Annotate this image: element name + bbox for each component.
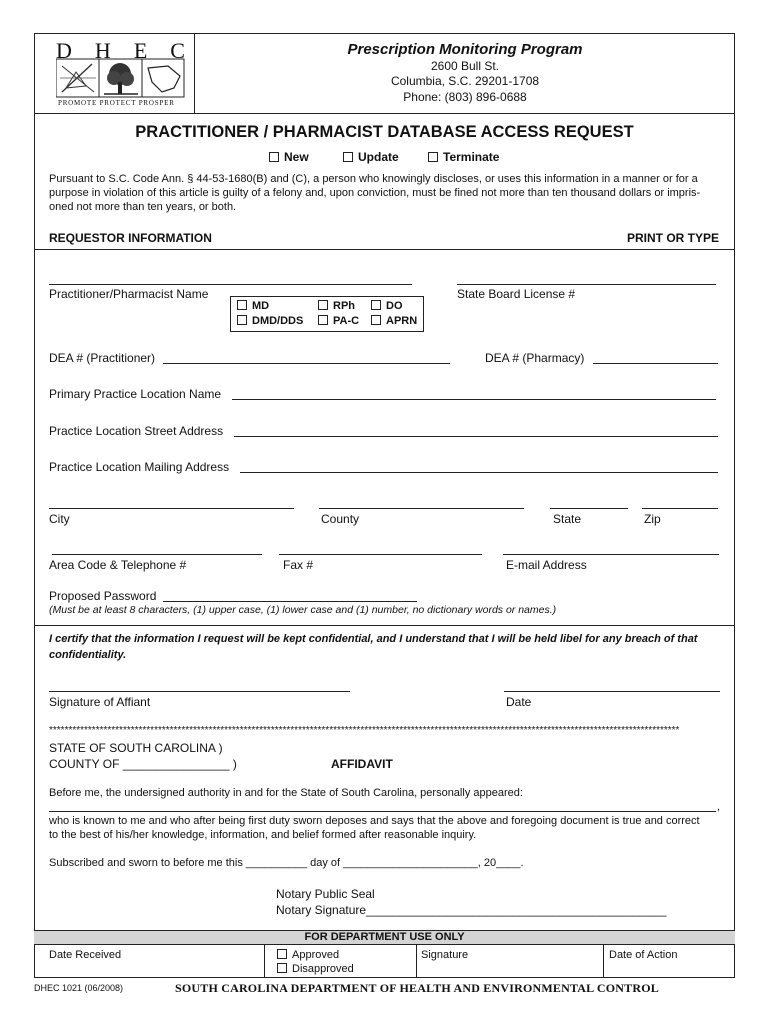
form-number: DHEC 1021 (06/2008) bbox=[34, 983, 124, 993]
section-print-or-type: PRINT OR TYPE bbox=[626, 231, 719, 245]
address-line-2: Columbia, S.C. 29201-1708 bbox=[390, 74, 540, 88]
dept-divider-3 bbox=[603, 945, 604, 978]
program-title: Prescription Monitoring Program bbox=[347, 41, 583, 58]
license-field[interactable] bbox=[457, 284, 716, 285]
approved-option[interactable] bbox=[277, 949, 339, 961]
mailing-address-label: Practice Location Mailing Address bbox=[49, 460, 230, 474]
city-label: City bbox=[49, 512, 70, 526]
terminate-label: Terminate bbox=[443, 150, 500, 164]
disapproved-label: Disapproved bbox=[292, 963, 354, 975]
zip-field[interactable] bbox=[642, 508, 718, 509]
logo-letter-d: D bbox=[56, 38, 73, 63]
subscribed-line: Subscribed and sworn to before me this __________ day of ______________________, 20____. bbox=[49, 857, 524, 869]
header-bottom-rule bbox=[34, 113, 735, 114]
state-field[interactable] bbox=[550, 508, 628, 509]
before-me-text: Before me, the undersigned authority in and for the State of South Carolina, personally appeared: bbox=[49, 787, 523, 799]
do-checkbox[interactable] bbox=[371, 300, 381, 310]
pa-c-checkbox[interactable] bbox=[318, 315, 328, 325]
aprn-label: APRN bbox=[386, 315, 418, 327]
section-rule bbox=[34, 249, 735, 250]
license-label: State Board License # bbox=[457, 287, 576, 301]
primary-location-label: Primary Practice Location Name bbox=[49, 387, 222, 401]
affiant-date-label: Date bbox=[506, 695, 532, 709]
logo-motto: PROMOTE PROTECT PROSPER bbox=[58, 99, 175, 107]
approved-label: Approved bbox=[292, 949, 340, 961]
county-label: County bbox=[321, 512, 360, 526]
do-label: DO bbox=[386, 300, 403, 312]
credential-dmd-dds[interactable] bbox=[237, 315, 303, 327]
form-title: PRACTITIONER / PHARMACIST DATABASE ACCESS REQUEST bbox=[135, 123, 634, 141]
affiant-signature-label: Signature of Affiant bbox=[49, 695, 151, 709]
address-line-1: 2600 Bull St. bbox=[430, 59, 500, 73]
legal-notice-line-3: oned not more than ten years, or both. bbox=[49, 201, 237, 213]
dmd-dds-checkbox[interactable] bbox=[237, 315, 247, 325]
pa-c-label: PA-C bbox=[333, 315, 360, 327]
date-received-label: Date Received bbox=[49, 949, 122, 961]
disapproved-checkbox[interactable] bbox=[277, 963, 287, 973]
mailing-address-field[interactable] bbox=[240, 472, 718, 473]
name-field[interactable] bbox=[49, 284, 412, 285]
primary-location-field[interactable] bbox=[232, 399, 716, 400]
request-type-terminate[interactable] bbox=[428, 150, 499, 164]
separator-stars: ****************************************************************************************************************************************************************** bbox=[49, 725, 680, 736]
email-field[interactable] bbox=[503, 554, 719, 555]
phone-number: Phone: (803) 896-0688 bbox=[403, 90, 527, 104]
logo-emblem-icon bbox=[56, 58, 186, 98]
credential-aprn[interactable] bbox=[371, 315, 417, 327]
fax-label: Fax # bbox=[283, 558, 314, 572]
update-checkbox[interactable] bbox=[343, 152, 353, 162]
date-of-action-label: Date of Action bbox=[609, 949, 678, 961]
state-of-south-carolina: STATE OF SOUTH CAROLINA ) bbox=[49, 741, 223, 755]
street-address-label: Practice Location Street Address bbox=[49, 424, 224, 438]
rph-label: RPh bbox=[333, 300, 355, 312]
appeared-comma: , bbox=[717, 801, 721, 813]
certification-line-2: confidentiality. bbox=[49, 649, 127, 661]
md-label: MD bbox=[252, 300, 270, 312]
new-checkbox[interactable] bbox=[269, 152, 279, 162]
county-field[interactable] bbox=[319, 508, 524, 509]
md-checkbox[interactable] bbox=[237, 300, 247, 310]
telephone-field[interactable] bbox=[52, 554, 262, 555]
affidavit-heading: AFFIDAVIT bbox=[331, 757, 393, 771]
county-of: COUNTY OF ________________ ) bbox=[49, 757, 237, 771]
sworn-line-2: to the best of his/her knowledge, information, and belief formed after reasonable inquiry. bbox=[49, 829, 477, 841]
request-type-new[interactable] bbox=[269, 150, 309, 164]
certification-top-rule bbox=[34, 625, 735, 626]
telephone-label: Area Code & Telephone # bbox=[49, 558, 187, 572]
dea-pharmacy-label: DEA # (Pharmacy) bbox=[485, 351, 585, 365]
request-type-update[interactable] bbox=[343, 150, 399, 164]
zip-label: Zip bbox=[644, 512, 661, 526]
legal-notice-line-1: Pursuant to S.C. Code Ann. § 44-53-1680(B) and (C), a person who knowingly discloses, or uses this information in a manner or for a bbox=[49, 173, 698, 185]
email-label: E-mail Address bbox=[506, 558, 587, 572]
approved-checkbox[interactable] bbox=[277, 949, 287, 959]
credential-rph[interactable] bbox=[318, 300, 355, 312]
terminate-checkbox[interactable] bbox=[428, 152, 438, 162]
logo-letter-c: C bbox=[170, 38, 186, 63]
city-field[interactable] bbox=[49, 508, 294, 509]
department-heading: FOR DEPARTMENT USE ONLY bbox=[304, 931, 465, 943]
dhec-logo bbox=[50, 38, 190, 108]
aprn-checkbox[interactable] bbox=[371, 315, 381, 325]
name-label: Practitioner/Pharmacist Name bbox=[49, 287, 209, 301]
legal-notice-line-2: purpose in violation of this article is guilty of a felony and, upon conviction, must be fined not more than ten thousand dollars or impris- bbox=[49, 187, 701, 199]
credential-pa-c[interactable] bbox=[318, 315, 359, 327]
dept-divider-1 bbox=[264, 945, 265, 978]
credential-md[interactable] bbox=[237, 300, 269, 312]
affiant-date-field[interactable] bbox=[504, 691, 720, 692]
dea-pharmacy-field[interactable] bbox=[593, 363, 718, 364]
password-hint: (Must be at least 8 characters, (1) upper case, (1) lower case and (1) number, no dictionary words or names.) bbox=[49, 604, 557, 616]
sworn-line-1: who is known to me and who after being first duty sworn deposes and says that the above and foregoing document is true and correct bbox=[49, 815, 700, 827]
street-address-field[interactable] bbox=[234, 436, 718, 437]
notary-seal-label: Notary Public Seal bbox=[276, 887, 375, 901]
update-label: Update bbox=[358, 150, 399, 164]
password-field[interactable] bbox=[163, 601, 417, 602]
header-divider bbox=[194, 34, 195, 113]
dea-practitioner-label: DEA # (Practitioner) bbox=[49, 351, 156, 365]
logo-letter-h: H bbox=[94, 38, 112, 63]
state-label: State bbox=[553, 512, 582, 526]
password-label: Proposed Password bbox=[49, 589, 157, 603]
department-name: SOUTH CAROLINA DEPARTMENT OF HEALTH AND ENVIRONMENTAL CONTROL bbox=[175, 981, 659, 995]
affiant-signature-field[interactable] bbox=[49, 691, 350, 692]
dea-practitioner-field[interactable] bbox=[163, 363, 450, 364]
appeared-name-field[interactable] bbox=[49, 811, 716, 812]
section-requestor-information: REQUESTOR INFORMATION bbox=[49, 231, 212, 245]
credential-do[interactable] bbox=[371, 300, 403, 312]
rph-checkbox[interactable] bbox=[318, 300, 328, 310]
logo-letter-e: E bbox=[133, 38, 149, 63]
dmd-dds-label: DMD/DDS bbox=[252, 315, 304, 327]
new-label: New bbox=[284, 150, 309, 164]
dept-divider-2 bbox=[416, 945, 417, 978]
fax-field[interactable] bbox=[279, 554, 482, 555]
disapproved-option[interactable] bbox=[277, 963, 354, 975]
dept-signature-label: Signature bbox=[421, 949, 469, 961]
certification-line-1: I certify that the information I request will be kept confidential, and I understand that I will be held libel for any breach of that bbox=[49, 633, 698, 645]
notary-signature-label: Notary Signature_____________________________________________ bbox=[276, 903, 667, 917]
